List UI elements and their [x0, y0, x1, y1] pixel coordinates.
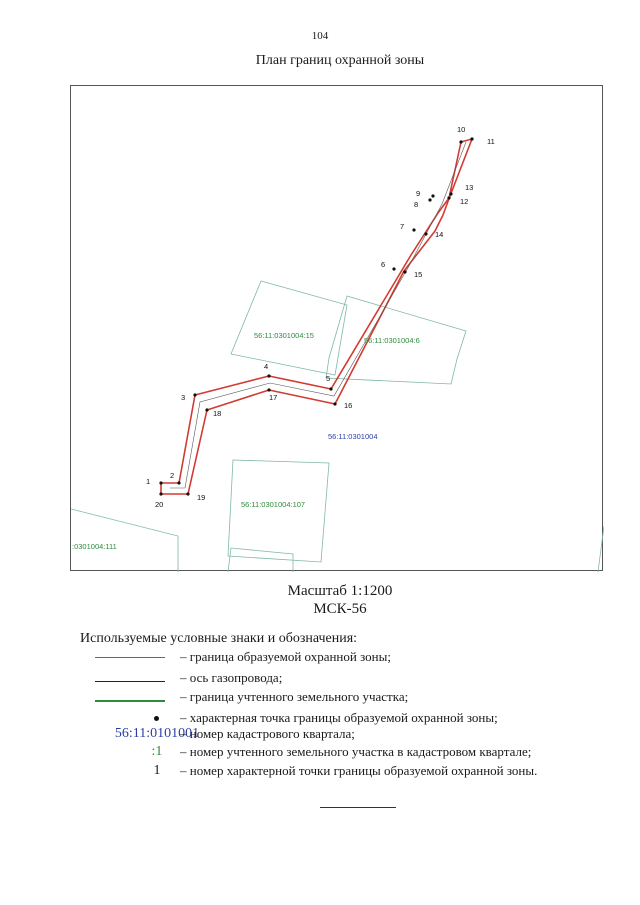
point-7	[412, 228, 415, 231]
point-label-5: 5	[326, 374, 331, 383]
parcel-outline-111	[71, 509, 178, 572]
point-label-11: 11	[487, 137, 495, 146]
point-label-17: 17	[269, 393, 278, 402]
parcel-outline-edge	[598, 526, 604, 572]
point-17	[267, 388, 270, 391]
point-label-4: 4	[264, 362, 269, 371]
legend-symbol-point-text: 1	[153, 763, 161, 778]
legend-heading: Используемые условные знаки и обозначения:	[80, 631, 358, 646]
legend-item-quarter-number	[0, 725, 640, 743]
point-label-3: 3	[181, 393, 186, 402]
legend-symbol-quarter-text: 56:11:0101001	[114, 726, 200, 741]
parcel-outline-107	[228, 460, 329, 562]
legend-description: – характерная точка границы образуемой охранной зоны;	[180, 710, 498, 725]
point-label-7: 7	[400, 222, 405, 231]
point-3	[193, 393, 196, 396]
point-15	[403, 270, 406, 273]
point-label-16: 16	[344, 401, 353, 410]
bottom-rule	[320, 807, 396, 808]
point-label-12: 12	[460, 197, 469, 206]
point-label-20: 20	[155, 500, 164, 509]
point-label-2: 2	[170, 471, 175, 480]
point-9	[431, 194, 434, 197]
point-6	[392, 267, 395, 270]
point-label-1: 1	[146, 477, 151, 486]
point-label-15: 15	[414, 270, 423, 279]
parcel-outline-15	[231, 281, 347, 375]
parcel-label-15: 56:11:0301004:15	[254, 331, 314, 340]
protection-zone-boundary	[161, 139, 472, 494]
legend-symbol-parcel-text: :1	[151, 744, 163, 759]
parcel-label-6: 56:11:0301004:6	[364, 336, 420, 345]
page-number: 104	[311, 30, 329, 42]
plan-title: План границ охранной зоны	[255, 53, 425, 68]
point-5	[329, 387, 332, 390]
quarter-label: 56:11:0301004	[328, 432, 378, 441]
legend-item-protection-zone	[0, 648, 640, 666]
point-label-8: 8	[414, 200, 419, 209]
parcel-label-111: :0301004:111	[72, 542, 117, 551]
boundary-points	[159, 137, 473, 495]
gas-pipeline-axis	[170, 142, 469, 488]
legend-item-parcel-number	[0, 743, 640, 761]
point-18	[205, 408, 208, 411]
legend-item-registered-parcel	[0, 688, 640, 706]
point-19	[186, 492, 189, 495]
scale-block	[0, 582, 640, 618]
legend-item-gas-axis	[0, 669, 640, 687]
point-2	[177, 481, 180, 484]
legend-description: – номер характерной точки границы образуемой охранной зоны.	[180, 763, 538, 778]
legend-description: – номер кадастрового квартала;	[180, 726, 355, 741]
legend-item-point-number	[0, 762, 640, 780]
point-14	[424, 232, 427, 235]
point-4	[267, 374, 270, 377]
parcel-label-107: 56:11:0301004:107	[241, 500, 306, 509]
point-20	[159, 492, 162, 495]
point-label-9: 9	[416, 189, 421, 198]
point-10	[459, 140, 462, 143]
point-label-10: 10	[457, 125, 466, 134]
point-1	[159, 481, 162, 484]
point-label-18: 18	[213, 409, 222, 418]
parcel-outline-bottom	[228, 548, 293, 572]
point-11	[470, 137, 473, 140]
legend-description: – граница учтенного земельного участка;	[180, 689, 409, 704]
point-12	[447, 196, 450, 199]
point-label-13: 13	[465, 183, 474, 192]
point-label-14: 14	[435, 230, 444, 239]
scale-text: Масштаб 1:1200	[287, 583, 393, 599]
point-label-6: 6	[381, 260, 386, 269]
point-8	[428, 198, 431, 201]
point-16	[333, 402, 336, 405]
crs-text: МСК-56	[313, 601, 367, 617]
point-13	[449, 192, 452, 195]
legend-description: – номер учтенного земельного участка в кадастровом квартале;	[180, 744, 532, 759]
point-label-19: 19	[197, 493, 206, 502]
plan-map	[70, 85, 603, 571]
legend-description: – граница образуемой охранной зоны;	[180, 649, 391, 664]
legend-description: – ось газопровода;	[180, 670, 283, 685]
